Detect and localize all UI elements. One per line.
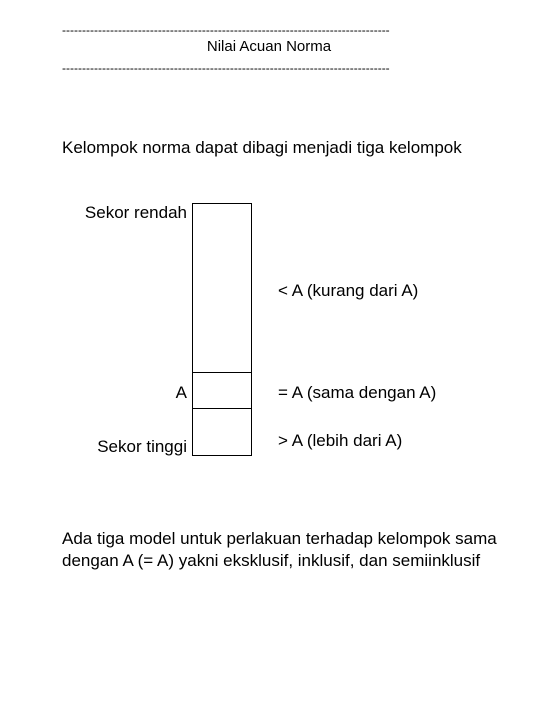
header-bottom-divider: ---------------------------------------------------------------------------------- (62, 62, 390, 74)
region-below-a (192, 203, 252, 373)
region-below-a-label: < A (kurang dari A) (278, 281, 419, 300)
header-top-divider: ---------------------------------------------------------------------------------- (62, 24, 390, 36)
top-axis-label: Sekor rendah (84, 203, 187, 222)
explanation-paragraph: Ada tiga model untuk perlakuan terhadap kelompok sama dengan A (= A) yakni eksklusif, inklusif, dan semiinklusif (62, 529, 497, 570)
region-above-a (192, 408, 252, 456)
middle-axis-label: A (175, 383, 187, 402)
page-title: Nilai Acuan Norma (206, 38, 332, 55)
region-equal-a (192, 372, 252, 409)
bottom-axis-label: Sekor tinggi (97, 437, 187, 456)
region-above-a-label: > A (lebih dari A) (278, 431, 403, 450)
region-equal-a-label: = A (sama dengan A) (278, 383, 437, 402)
intro-text: Kelompok norma dapat dibagi menjadi tiga kelompok (62, 138, 462, 157)
